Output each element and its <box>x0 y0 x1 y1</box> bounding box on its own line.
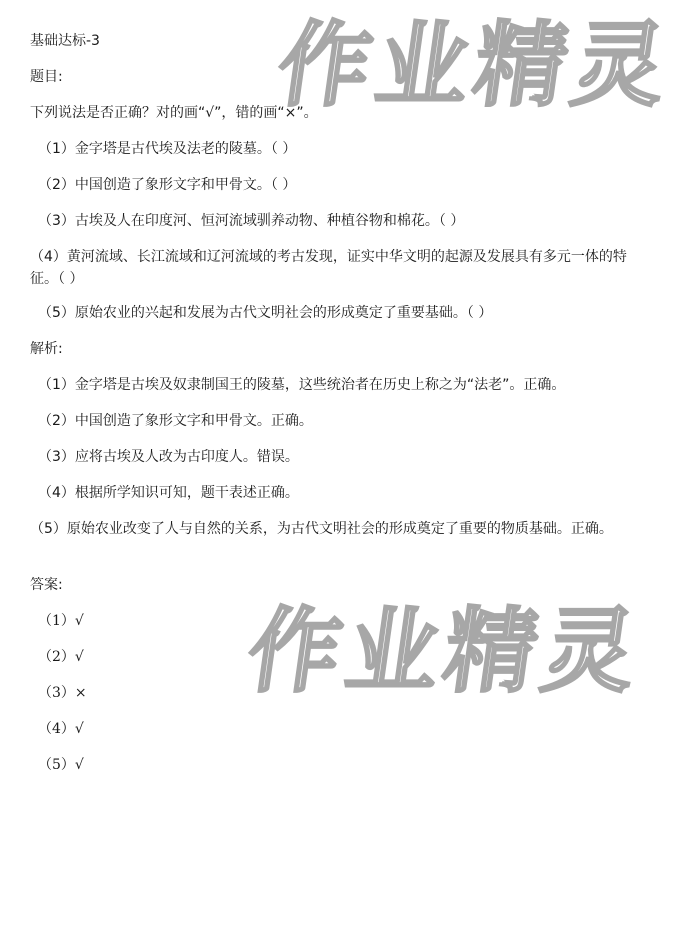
question-heading: 题目: <box>30 69 63 85</box>
answer-item-3: （3）× <box>38 685 87 701</box>
question-item-1: （1）金字塔是古代埃及法老的陵墓。（ ） <box>38 141 297 157</box>
analysis-item-1: （1）金字塔是古埃及奴隶制国王的陵墓，这些统治者在历史上称之为“法老”。正确。 <box>38 377 566 393</box>
answer-item-4: （4）√ <box>38 721 84 737</box>
watermark-middle: 作业精灵 <box>241 598 649 705</box>
question-item-3: （3）古埃及人在印度河、恒河流域驯养动物、种植谷物和棉花。（ ） <box>38 213 465 229</box>
analysis-item-2: （2）中国创造了象形文字和甲骨文。正确。 <box>38 413 313 429</box>
answer-item-5: （5）√ <box>38 757 84 773</box>
analysis-item-5: （5）原始农业改变了人与自然的关系，为古代文明社会的形成奠定了重要的物质基础。正确。 <box>30 521 613 537</box>
analysis-item-4: （4）根据所学知识可知，题干表述正确。 <box>38 485 299 501</box>
question-item-2: （2）中国创造了象形文字和甲骨文。（ ） <box>38 177 297 193</box>
analysis-heading: 解析: <box>30 341 63 357</box>
question-instruction: 下列说法是否正确？对的画“√”，错的画“×”。 <box>30 105 318 121</box>
answer-heading: 答案: <box>30 577 63 593</box>
page-title: 基础达标-3 <box>30 33 100 49</box>
watermark-top: 作业精灵 <box>271 12 679 119</box>
question-item-5: （5）原始农业的兴起和发展为古代文明社会的形成奠定了重要基础。（ ） <box>38 305 493 321</box>
answer-item-1: （1）√ <box>38 613 84 629</box>
question-item-4: （4）黄河流域、长江流域和辽河流域的考古发现，证实中华文明的起源及发展具有多元一体的特征。（ ） <box>30 249 627 287</box>
analysis-item-3: （3）应将古埃及人改为古印度人。错误。 <box>38 449 299 465</box>
answer-item-2: （2）√ <box>38 649 84 665</box>
